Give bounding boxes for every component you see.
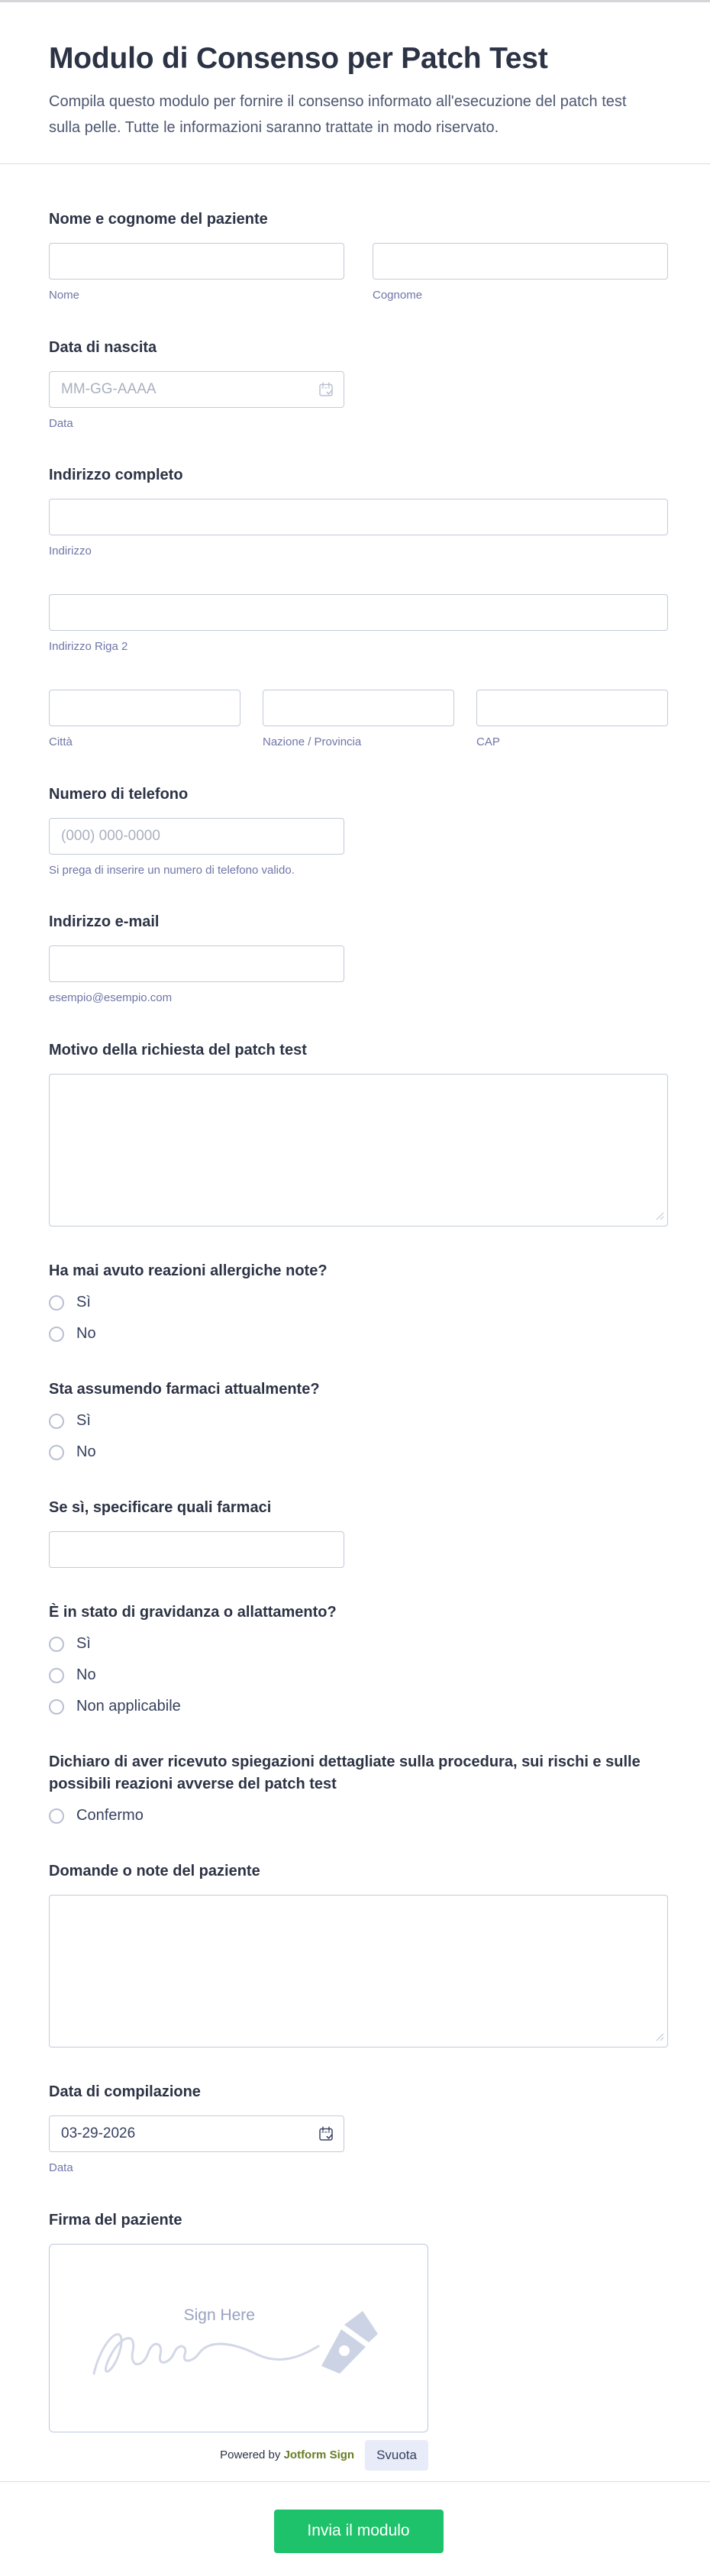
state-group	[263, 690, 454, 750]
zip-group	[476, 690, 668, 750]
reason-textarea-wrap	[49, 1074, 668, 1227]
address-line1-group	[49, 499, 668, 559]
field-email	[49, 911, 668, 1006]
reason-textarea[interactable]	[49, 1074, 668, 1227]
which-medications-input[interactable]	[49, 1531, 344, 1568]
jotform-sign-logo: Jotform Sign	[283, 2448, 355, 2462]
powered-by-text: Powered by Jotform Sign	[220, 2448, 355, 2462]
signature-pad[interactable]	[49, 2244, 428, 2432]
resize-handle-icon[interactable]	[656, 2033, 664, 2041]
radio-icon[interactable]	[49, 1808, 64, 1824]
address-label: Indirizzo completo	[49, 467, 183, 484]
field-which-medications	[49, 1497, 668, 1568]
field-signature	[49, 2209, 668, 2471]
submit-section	[49, 2482, 668, 2576]
allergic-option-yes[interactable]: Sì	[49, 1291, 91, 1314]
radio-icon[interactable]	[49, 1668, 64, 1683]
pregnancy-option-yes[interactable]: Sì	[49, 1633, 91, 1655]
last-name-input[interactable]	[373, 243, 668, 280]
full-name-label: Nome e cognome del paziente	[49, 210, 268, 228]
fill-date-group	[49, 2115, 344, 2152]
allergic-option-no[interactable]: No	[49, 1323, 96, 1345]
state-sublabel: Nazione / Provincia	[263, 735, 362, 748]
address-line2-group	[49, 594, 668, 655]
form-body	[0, 164, 710, 2576]
first-name-sublabel: Nome	[49, 288, 80, 302]
field-allergic-reactions	[49, 1260, 668, 1345]
email-input[interactable]	[49, 945, 344, 982]
phone-input[interactable]	[49, 818, 344, 855]
first-name-input[interactable]	[49, 243, 344, 280]
signature-placeholder	[50, 2245, 428, 2432]
calendar-check-icon[interactable]	[318, 2125, 334, 2142]
email-sublabel: esempio@esempio.com	[49, 991, 173, 1005]
address-line2-sublabel: Indirizzo Riga 2	[49, 640, 128, 654]
address-line1-sublabel: Indirizzo	[49, 545, 92, 558]
reason-label: Motivo della richiesta del patch test	[49, 1042, 307, 1059]
city-input[interactable]	[49, 690, 240, 726]
signature-squiggle-and-pen-icon	[79, 2280, 399, 2395]
fill-date-sublabel: Data	[49, 2161, 73, 2175]
calendar-icon[interactable]	[318, 381, 334, 398]
resize-handle-icon[interactable]	[656, 1212, 664, 1220]
notes-textarea-wrap	[49, 1895, 668, 2048]
sign-here-text: Sign Here	[183, 2306, 255, 2325]
form-header	[0, 2, 710, 164]
field-reason	[49, 1039, 668, 1227]
signature-footer	[49, 2440, 428, 2471]
state-input[interactable]	[263, 690, 454, 726]
radio-icon[interactable]	[49, 1327, 64, 1342]
field-pregnancy	[49, 1602, 668, 1718]
notes-label: Domande o note del paziente	[49, 1863, 260, 1880]
birth-date-label: Data di nascita	[49, 338, 157, 356]
radio-icon[interactable]	[49, 1699, 64, 1715]
pregnancy-option-na[interactable]: Non applicabile	[49, 1695, 181, 1718]
city-group	[49, 690, 240, 750]
address-line1-input[interactable]	[49, 499, 668, 535]
consent-option-confirm[interactable]: Confermo	[49, 1805, 144, 1827]
allergic-reactions-label: Ha mai avuto reazioni allergiche note?	[49, 1262, 328, 1280]
pregnancy-label: È in stato di gravidanza o allattamento?	[49, 1604, 337, 1621]
consent-label: Dichiaro di aver ricevuto spiegazioni dettagliate sulla procedura, sui rischi e sulle possibili reazioni avverse del patch test	[49, 1753, 641, 1793]
fill-date-label: Data di compilazione	[49, 2083, 201, 2101]
submit-button[interactable]: Invia il modulo	[274, 2510, 444, 2553]
medications-option-yes[interactable]: Sì	[49, 1410, 91, 1432]
field-phone	[49, 784, 668, 878]
clear-signature-button[interactable]: Svuota	[365, 2440, 428, 2471]
email-label: Indirizzo e-mail	[49, 913, 160, 931]
medications-label: Sta assumendo farmaci attualmente?	[49, 1381, 320, 1398]
pregnancy-option-no[interactable]: No	[49, 1664, 96, 1686]
field-notes	[49, 1860, 668, 2048]
radio-icon[interactable]	[49, 1445, 64, 1460]
birth-date-sublabel: Data	[49, 416, 73, 430]
radio-icon[interactable]	[49, 1637, 64, 1652]
notes-textarea[interactable]	[49, 1895, 668, 2048]
field-birth-date	[49, 337, 668, 431]
field-fill-date	[49, 2081, 668, 2176]
field-address	[49, 464, 668, 749]
address-line2-input[interactable]	[49, 594, 668, 631]
field-consent	[49, 1751, 668, 1827]
birth-date-group	[49, 371, 344, 408]
last-name-group	[373, 243, 668, 303]
first-name-group	[49, 243, 344, 303]
fill-date-input[interactable]	[49, 2115, 344, 2152]
signature-label: Firma del paziente	[49, 2211, 182, 2229]
birth-date-input[interactable]	[49, 371, 344, 408]
form-subtitle: Compila questo modulo per fornire il consenso informato all'esecuzione del patch test sulla pelle. Tutte le informazioni saranno trattate in modo riservato.	[49, 92, 627, 136]
zip-sublabel: CAP	[476, 735, 500, 748]
zip-input[interactable]	[476, 690, 668, 726]
field-full-name	[49, 208, 668, 303]
page-title: Modulo di Consenso per Patch Test	[49, 42, 548, 75]
radio-icon[interactable]	[49, 1414, 64, 1429]
field-medications	[49, 1378, 668, 1463]
which-medications-label: Se sì, specificare quali farmaci	[49, 1499, 272, 1517]
radio-icon[interactable]	[49, 1295, 64, 1311]
phone-label: Numero di telefono	[49, 785, 189, 803]
phone-sublabel: Si prega di inserire un numero di telefono valido.	[49, 863, 295, 877]
last-name-sublabel: Cognome	[373, 288, 423, 302]
city-sublabel: Città	[49, 735, 73, 748]
medications-option-no[interactable]: No	[49, 1441, 96, 1463]
